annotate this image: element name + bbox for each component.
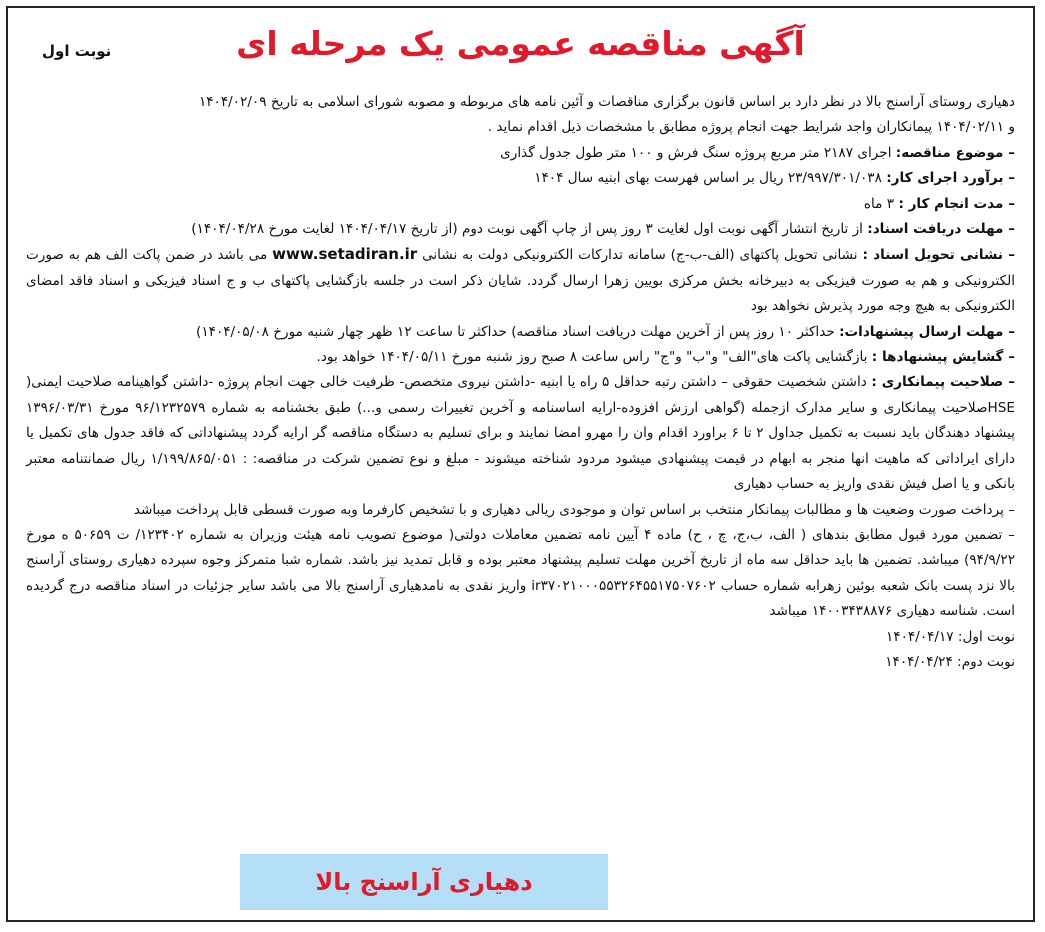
send-text: حداکثر ۱۰ روز پس از آخرین مهلت دریافت اسناد مناقصه) حداکثر تا ساعت ۱۲ ظهر چهار شنبه مورخ ۱۴۰۴/۰۵/۰۸) (196, 323, 840, 340)
delivery-item (26, 242, 1015, 319)
estimate-item (26, 166, 1015, 191)
duration-label: – مدت انجام کار : (898, 195, 1015, 212)
publish-dates (26, 625, 1015, 676)
delivery-label: – نشانی تحویل اسناد : (862, 247, 1015, 264)
qualification-label: – صلاحیت پیمانکاری : (871, 374, 1015, 391)
setadiran-link[interactable]: www.setadiran.ir (272, 245, 418, 264)
notice-page (6, 6, 1035, 922)
guarantee-item: – تضمین مورد قبول مطابق بندهای ( الف، ب،ج، چ ، ح) ماده ۴ آیین نامه تضمین معاملات دولتی( موضوع تصویب نامه هیئت وزیران به شماره ۱۲۳۴۰۲/ ت ۵۰۶۵۹ ه مورخ ۹۴/۹/۲۲) میباشد. تضمین ها باید حداقل سه ماه از تاریخ آخرین مهلت تسلیم پیشنهاد معتبر بوده و قابل تمدید نیز باشد. شماره شبا متمرکز وجوه سپرده دهیاری روستای آراسنج بالا نزد پست بانک شعبه بوئین زهرابه شماره حساب ir۳۷۰۲۱۰۰۰۵۵۳۲۶۴۵۵۱۷۵۰۷۶۰۲ واریز نقدی به نامدهیاری آراسنج بالا می باشد سایر جزئیات در اسناد مناقصه درج گردیده است. شناسه دهیاری ۱۴۰۰۳۴۳۸۸۷۶ میباشد (26, 526, 1015, 620)
second-publish-date: نوبت دوم: ۱۴۰۴/۰۴/۲۴ (885, 653, 1015, 670)
payment-item: – پرداخت صورت وضعیت ها و مطالبات پیمانکار منتخب بر اساس توان و موجودی ریالی دهیاری و با تشخیص کارفرما وبه صورت قسطی قابل پرداخت میباشد (133, 501, 1015, 518)
duration-text: ۳ ماه (863, 195, 899, 212)
subject-item (26, 141, 1015, 166)
round-label: نوبت اول (42, 42, 112, 60)
opening-text: بازگشایی پاکت های"الف" و"ب" و"ج" راس ساعت ۸ صبح روز شنبه مورخ ۱۴۰۴/۰۵/۱۱ خواهد بود. (316, 349, 872, 366)
opening-label: – گشایش پیشنهادها : (871, 349, 1015, 366)
send-label: – مهلت ارسال پیشنهادات: (839, 323, 1015, 340)
signature-text: دهیاری آراسنج بالا (315, 868, 533, 896)
subject-label: – موضوع مناقصه: (895, 144, 1015, 161)
subject-text: اجرای ۲۱۸۷ متر مربع پروژه سنگ فرش و ۱۰۰ متر طول جدول گذاری (500, 144, 896, 161)
receipt-text: از تاریخ انتشار آگهی نوبت اول لغایت ۳ روز پس از چاپ آگهی نوبت دوم (از تاریخ ۱۴۰۴/۰۴/۱۷ لغایت مورخ ۱۴۰۴/۰۴/۲۸) (191, 221, 868, 238)
first-publish-date: نوبت اول: ۱۴۰۴/۰۴/۱۷ (886, 628, 1015, 645)
delivery-text-2: می باشد در ضمن پاکت الف هم به صورت الکترونیکی و هم به صورت فیزیکی به دبیرخانه بخش مرکزی بویین زهرا ارسال گردد. شایان ذکر است در جلسه بازگشایی پاکتهای ب و ج اسناد فیزیکی و اسناد فاقد امضای الکترونیکی به هیچ وجه مورد پذیرش نخواهد بود (26, 247, 1015, 315)
receipt-item (26, 217, 1015, 242)
receipt-label: – مهلت دریافت اسناد: (867, 221, 1015, 238)
estimate-text: ۲۳/۹۹۷/۳۰۱/۰۳۸ ریال بر اساس فهرست بهای ابنیه سال ۱۴۰۴ (534, 170, 887, 187)
duration-item (26, 192, 1015, 217)
notice-title: آگهی مناقصه عمومی یک مرحله ای (236, 24, 805, 63)
delivery-text-1: نشانی تحویل پاکتهای (الف-ب-ج) سامانه تدارکات الکترونیکی دولت به نشانی (417, 247, 863, 264)
signature-box (240, 854, 608, 910)
opening-item (26, 345, 1015, 370)
qualification-text: داشتن شخصیت حقوقی – داشتن رتبه حداقل ۵ راه یا ابنیه -داشتن نیروی متخصص- ظرفیت خالی جهت انجام پروژه -داشتن گواهینامه صلاحیت ایمنی( HSEصلاحیت پیمانکاری و سایر مدارک ازجمله (گواهی ارزش افزوده-ارایه اساسنامه و آخرین تغییرات رسمی و...) طبق بخشنامه به شماره ۹۶/۱۲۳۲۵۷۹ مورخ ۱۳۹۶/۰۳/۳۱ پیشنهاد دهندگان باید نسبت به تکمیل جداول ۲ تا ۶ براورد اقدام وان را مهرو امضا نمایند و برای تسلیم به دستگاه مناقصه گر ارایه گردد پیشنهاداتی که فاقد جدول های تکمیل یا دارای ایراداتی که ماهیت انها منجر به ابهام در قیمت پیشنهادی میشود مردود شناخته میشوند - مبلغ و نوع تضمین شرکت در مناقصه: : ۱/۱۹۹/۸۶۵/۰۵۱ ریال ضمانتنامه معتبر بانکی و یا اصل فیش نقدی واریز به حساب دهیاری (26, 374, 1015, 493)
intro-line-1: دهیاری روستای آراسنج بالا در نظر دارد بر اساس قانون برگزاری مناقصات و آئین نامه های مربوطه و مصوبه شورای اسلامی به تاریخ ۱۴۰۴/۰۲/۰۹ (198, 94, 1015, 110)
send-item (26, 320, 1015, 345)
notice-body (26, 90, 1015, 675)
intro-line-2: و ۱۴۰۴/۰۲/۱۱ پیمانکاران واجد شرایط جهت انجام پروژه مطابق با مشخصات ذیل اقدام نماید . (487, 119, 1015, 136)
qualification-item (26, 370, 1015, 497)
estimate-label: – برآورد اجرای کار: (886, 170, 1015, 187)
